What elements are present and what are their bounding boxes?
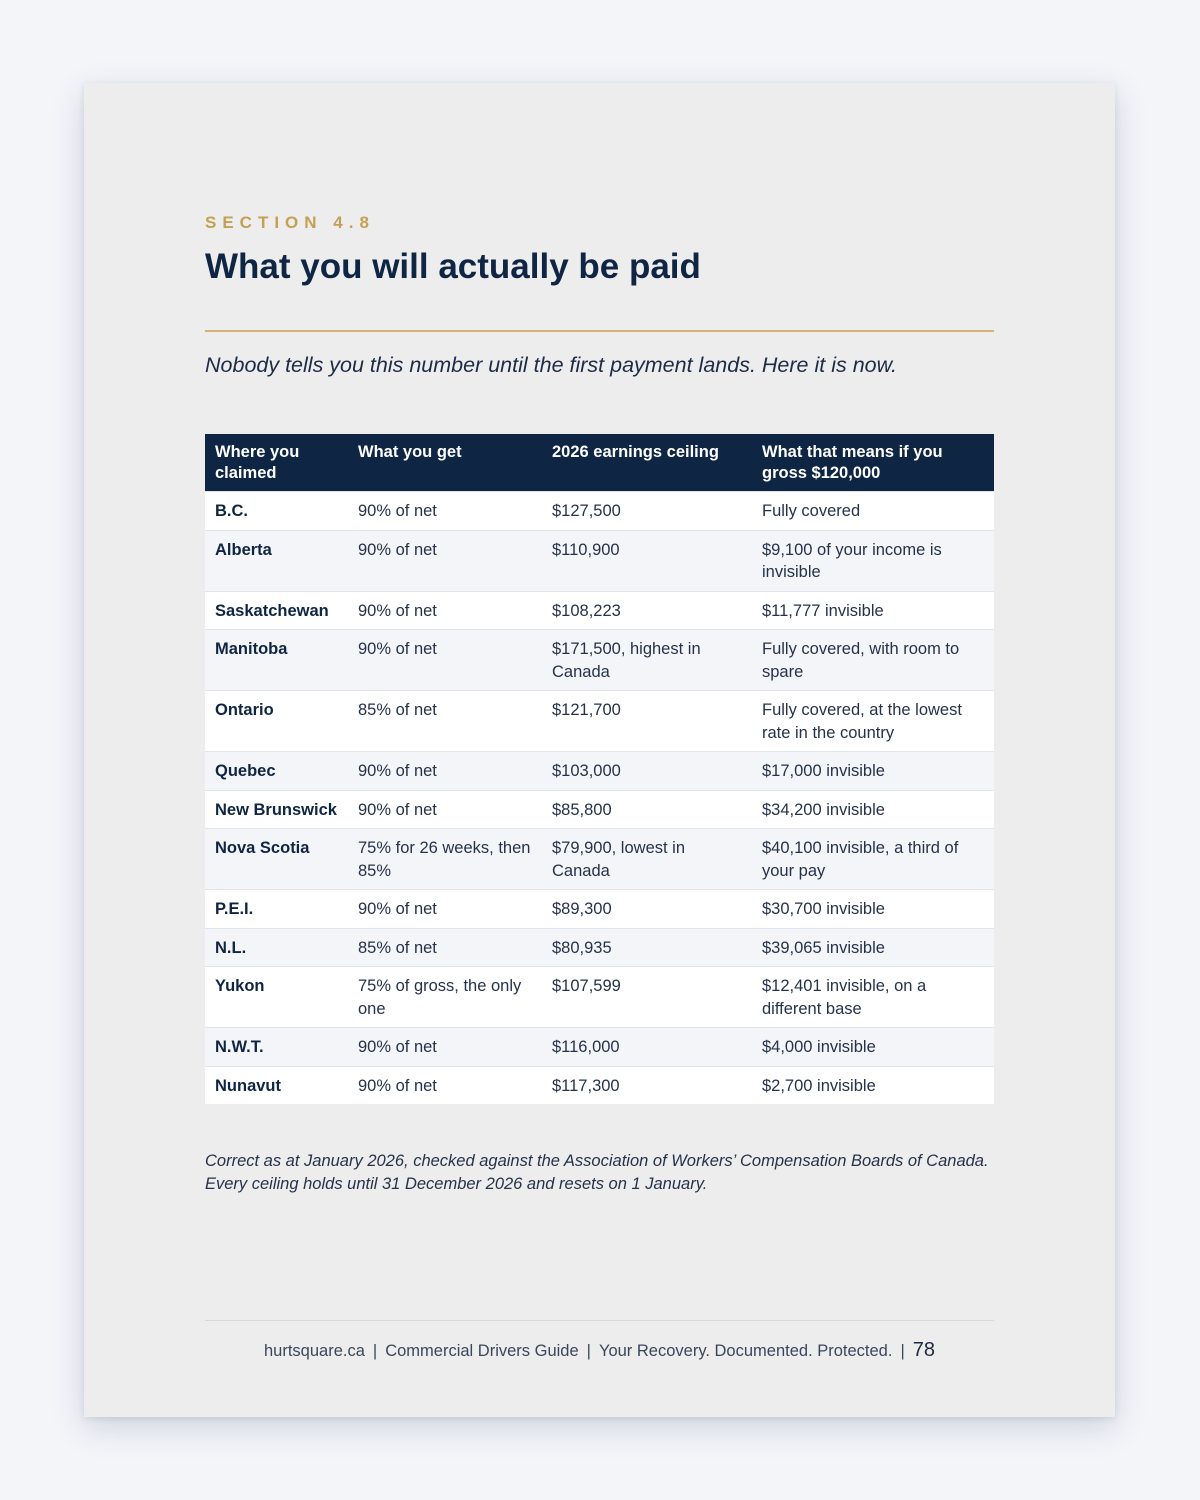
cell-earnings-ceiling: $89,300 <box>542 890 752 929</box>
cell-earnings-ceiling: $121,700 <box>542 691 752 752</box>
table-row <box>205 1028 994 1067</box>
cell-benefit-rate: 75% of gross, the only one <box>348 967 542 1028</box>
cell-jurisdiction: Alberta <box>205 530 348 591</box>
table-row <box>205 967 994 1028</box>
column-header-impact: What that means if you gross $120,000 <box>752 434 994 492</box>
cell-earnings-ceiling: $108,223 <box>542 591 752 630</box>
cell-impact: $30,700 invisible <box>752 890 994 929</box>
cell-benefit-rate: 85% of net <box>348 691 542 752</box>
footer-separator: | <box>586 1342 591 1360</box>
cell-earnings-ceiling: $80,935 <box>542 928 752 967</box>
cell-jurisdiction: New Brunswick <box>205 790 348 829</box>
cell-benefit-rate: 90% of net <box>348 530 542 591</box>
cell-benefit-rate: 85% of net <box>348 928 542 967</box>
table-row <box>205 591 994 630</box>
page-title: What you will actually be paid <box>205 247 701 286</box>
cell-earnings-ceiling: $79,900, lowest in Canada <box>542 829 752 890</box>
cell-benefit-rate: 90% of net <box>348 1028 542 1067</box>
table-row <box>205 829 994 890</box>
cell-impact: Fully covered <box>752 492 994 531</box>
page-footer <box>205 1339 994 1362</box>
table-row <box>205 790 994 829</box>
footer-site: hurtsquare.ca <box>263 1342 365 1360</box>
cell-jurisdiction: P.E.I. <box>205 890 348 929</box>
cell-jurisdiction: Manitoba <box>205 630 348 691</box>
table-row <box>205 928 994 967</box>
table-row <box>205 530 994 591</box>
cell-earnings-ceiling: $107,599 <box>542 967 752 1028</box>
footer-tagline: Your Recovery. Documented. Protected. <box>598 1342 893 1360</box>
cell-benefit-rate: 90% of net <box>348 890 542 929</box>
cell-impact: $12,401 invisible, on a different base <box>752 967 994 1028</box>
cell-jurisdiction: N.W.T. <box>205 1028 348 1067</box>
document-page <box>84 83 1115 1417</box>
section-label: SECTION 4.8 <box>205 213 375 232</box>
table-row <box>205 630 994 691</box>
cell-earnings-ceiling: $116,000 <box>542 1028 752 1067</box>
earnings-ceiling-table <box>205 434 994 1104</box>
table-row <box>205 890 994 929</box>
cell-jurisdiction: Nunavut <box>205 1066 348 1104</box>
footer-separator: | <box>372 1342 378 1360</box>
cell-jurisdiction: B.C. <box>205 492 348 531</box>
footer-divider <box>205 1320 994 1321</box>
cell-impact: $17,000 invisible <box>752 752 994 791</box>
cell-impact: $40,100 invisible, a third of your pay <box>752 829 994 890</box>
cell-jurisdiction: Quebec <box>205 752 348 791</box>
column-header-earnings-ceiling: 2026 earnings ceiling <box>542 434 752 492</box>
cell-earnings-ceiling: $117,300 <box>542 1066 752 1104</box>
cell-earnings-ceiling: $171,500, highest in Canada <box>542 630 752 691</box>
column-header-jurisdiction: Where you claimed <box>205 434 348 492</box>
table-row <box>205 752 994 791</box>
cell-impact: $4,000 invisible <box>752 1028 994 1067</box>
cell-jurisdiction: Ontario <box>205 691 348 752</box>
cell-benefit-rate: 75% for 26 weeks, then 85% <box>348 829 542 890</box>
table-body <box>205 492 994 1105</box>
cell-benefit-rate: 90% of net <box>348 1066 542 1104</box>
cell-benefit-rate: 90% of net <box>348 790 542 829</box>
footer-guide-name: Commercial Drivers Guide <box>385 1342 579 1360</box>
cell-impact: $34,200 invisible <box>752 790 994 829</box>
lead-paragraph: Nobody tells you this number until the first payment lands. Here it is now. <box>205 353 897 377</box>
table-row <box>205 1066 994 1104</box>
title-divider <box>205 330 994 332</box>
source-note: Correct as at January 2026, checked against the Association of Workers’ Compensation Boards of Canada. Every ceiling holds until 31 December 2026 and resets on 1 January. <box>205 1152 989 1193</box>
cell-jurisdiction: Nova Scotia <box>205 829 348 890</box>
cell-earnings-ceiling: $85,800 <box>542 790 752 829</box>
table-header-row <box>205 434 994 492</box>
page-number: 78 <box>912 1339 935 1361</box>
cell-jurisdiction: N.L. <box>205 928 348 967</box>
cell-earnings-ceiling: $110,900 <box>542 530 752 591</box>
cell-impact: Fully covered, at the lowest rate in the country <box>752 691 994 752</box>
cell-impact: $2,700 invisible <box>752 1066 994 1104</box>
cell-impact: $11,777 invisible <box>752 591 994 630</box>
cell-impact: $39,065 invisible <box>752 928 994 967</box>
footer-separator: | <box>900 1342 905 1360</box>
cell-benefit-rate: 90% of net <box>348 752 542 791</box>
cell-jurisdiction: Yukon <box>205 967 348 1028</box>
cell-benefit-rate: 90% of net <box>348 591 542 630</box>
table-row <box>205 691 994 752</box>
cell-impact: Fully covered, with room to spare <box>752 630 994 691</box>
cell-benefit-rate: 90% of net <box>348 630 542 691</box>
cell-earnings-ceiling: $103,000 <box>542 752 752 791</box>
cell-earnings-ceiling: $127,500 <box>542 492 752 531</box>
table-row <box>205 492 994 531</box>
column-header-benefit-rate: What you get <box>348 434 542 492</box>
cell-benefit-rate: 90% of net <box>348 492 542 531</box>
cell-jurisdiction: Saskatchewan <box>205 591 348 630</box>
cell-impact: $9,100 of your income is invisible <box>752 530 994 591</box>
